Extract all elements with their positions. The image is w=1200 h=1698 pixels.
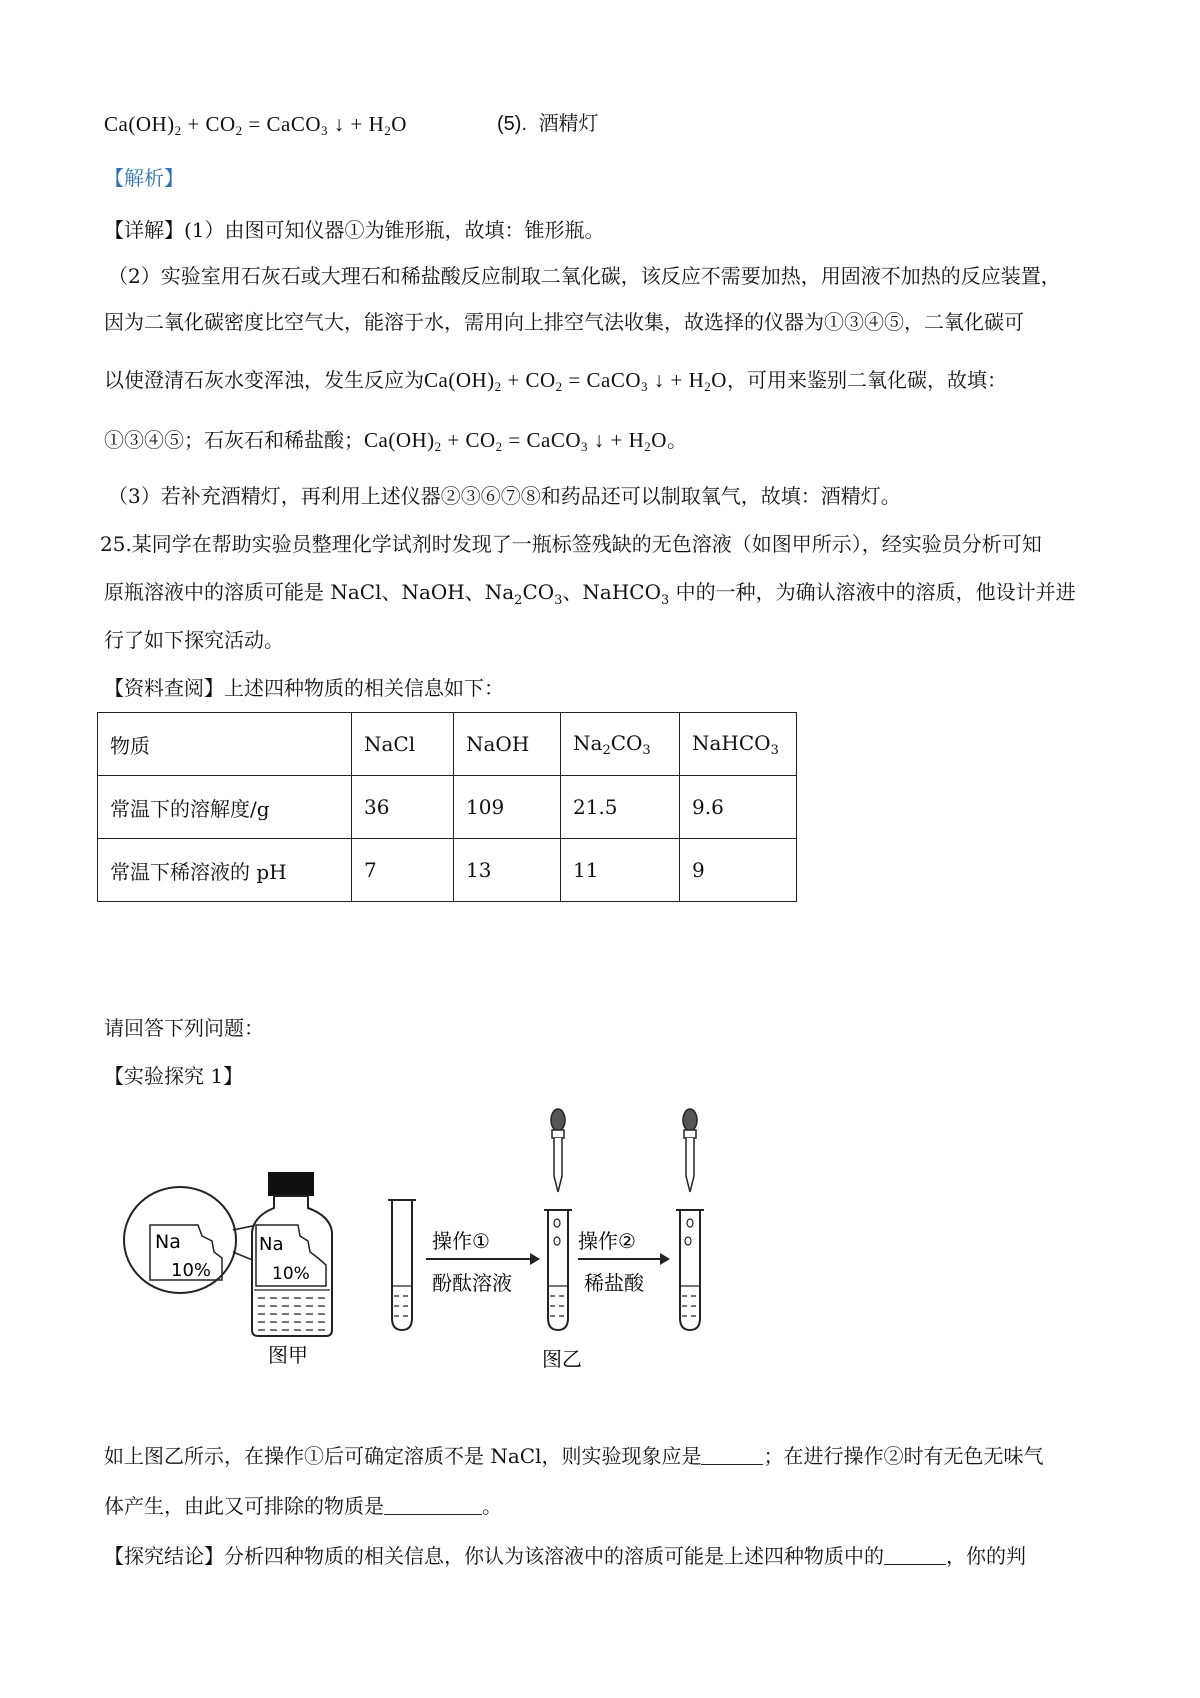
answer-5-text: 酒精灯 — [538, 113, 599, 135]
formula-part: Ca(OH) — [104, 112, 175, 136]
formula-sub: 2 — [644, 439, 652, 454]
bottle-na-text: Na — [259, 1234, 284, 1255]
table-cell: 常温下的溶解度/g — [98, 776, 352, 839]
table-cell: 13 — [454, 839, 561, 902]
formula-part: ↓ + H — [648, 368, 705, 392]
detail-line-4 — [104, 366, 1007, 401]
formula-sub: 2 — [555, 379, 563, 394]
formula-sub: 2 — [235, 123, 243, 138]
operation-2-reagent: 稀盐酸 — [584, 1271, 644, 1295]
formula-sub: 2 — [174, 123, 182, 138]
formula-part: + CO — [181, 112, 236, 136]
question-line-1 — [104, 1442, 1043, 1470]
formula-part: = CaCO — [562, 368, 642, 392]
q25-line-1: 25.某同学在帮助实验员整理化学试剂时发现了一瓶标签残缺的无色溶液（如图甲所示），经实验员分析可知 — [100, 532, 1042, 556]
table-row — [98, 839, 797, 902]
formula-part: ↓ + H — [328, 112, 385, 136]
table-header-row — [98, 713, 797, 776]
table-cell: 常温下稀溶液的 pH — [98, 839, 352, 902]
detail-line-3: 因为二氧化碳密度比空气大，能溶于水，需用向上排空气法收集，故选择的仪器为①③④⑤，二氧化碳可 — [104, 310, 1024, 334]
q25-sub: 3 — [661, 593, 670, 608]
operation-2-label: 操作② — [578, 1229, 636, 1253]
formula-part: O — [711, 368, 727, 392]
answer-5 — [497, 110, 599, 138]
operation-1-reagent: 酚酞溶液 — [432, 1271, 512, 1295]
detail-text: 以使澄清石灰水变浑浊，发生反应为 — [104, 368, 424, 392]
detail-line-5 — [104, 426, 687, 461]
operation-1-label: 操作① — [432, 1229, 490, 1253]
test-tube-3 — [676, 1210, 704, 1330]
formula-part: + CO — [501, 368, 556, 392]
table-header-cell: NaOH — [454, 713, 561, 776]
inline-formula — [364, 428, 667, 452]
formula-part: ↓ + H — [588, 428, 645, 452]
table-cell: 21.5 — [561, 776, 680, 839]
detail-line-1: 【详解】(1）由图可知仪器①为锥形瓶，故填：锥形瓶。 — [104, 218, 605, 242]
detail-text: ，可用来鉴别二氧化碳，故填： — [726, 368, 1007, 392]
detail-text: ①③④⑤；石灰石和稀盐酸； — [104, 428, 364, 452]
question-text: 【探究结论】分析四种物质的相关信息，你认为该溶液中的溶质可能是上述四种物质中的 — [104, 1544, 884, 1568]
answer-blank-3[interactable] — [884, 1546, 946, 1565]
formula-part: O — [651, 428, 667, 452]
formula-sub: 3 — [321, 123, 329, 138]
question-text: 如上图乙所示，在操作①后可确定溶质不是 NaCl，则实验现象应是 — [104, 1444, 702, 1468]
table-cell: 7 — [352, 839, 454, 902]
answer-formula — [104, 110, 407, 145]
formula-sub: 2 — [494, 379, 502, 394]
magnified-percent-text: 10% — [171, 1260, 212, 1281]
question-text: 。 — [482, 1494, 502, 1518]
test-tube-1 — [388, 1200, 416, 1330]
q25-text: CO — [522, 580, 555, 604]
caption-yi: 图乙 — [542, 1347, 582, 1370]
formula-sub: 2 — [434, 439, 442, 454]
label-magnifier — [124, 1187, 262, 1293]
q25-line-2 — [104, 578, 1076, 615]
formula-sub: 2 — [704, 379, 712, 394]
question-text: 体产生，由此又可排除的物质是 — [104, 1494, 384, 1518]
analysis-label: 【解析】 — [104, 166, 184, 190]
table-cell: 11 — [561, 839, 680, 902]
table-cell: 9 — [680, 839, 797, 902]
table-header-cell: 物质 — [98, 713, 352, 776]
formula-part: = CaCO — [502, 428, 582, 452]
formula-part: + CO — [441, 428, 496, 452]
detail-line-6: （3）若补充酒精灯，再利用上述仪器②③⑥⑦⑧和药品还可以制取氧气，故填：酒精灯。 — [108, 484, 901, 508]
table-cell: 36 — [352, 776, 454, 839]
please-answer: 请回答下列问题： — [104, 1016, 264, 1040]
answer-blank-2[interactable] — [384, 1496, 482, 1515]
caption-jia: 图甲 — [268, 1343, 308, 1367]
magnified-na-text: Na — [155, 1231, 181, 1253]
q25-line-3: 行了如下探究活动。 — [104, 628, 284, 652]
dropper-2 — [683, 1109, 697, 1192]
reference-label: 【资料查阅】上述四种物质的相关信息如下： — [104, 676, 504, 700]
table-cell: 9.6 — [680, 776, 797, 839]
formula-part: O — [391, 112, 407, 136]
formula-part: = CaCO — [242, 112, 322, 136]
table-header-cell: $Na_2CO_3$ — [561, 713, 680, 776]
question-line-3 — [104, 1542, 1026, 1570]
q25-sub: 3 — [554, 593, 563, 608]
formula-sub: 3 — [641, 379, 649, 394]
question-line-2 — [104, 1492, 502, 1520]
detail-line-2: （2）实验室用石灰石或大理石和稀盐酸反应制取二氧化碳，该反应不需要加热，用固液不加热的反应装置， — [108, 264, 1061, 288]
detail-text: 。 — [666, 428, 687, 452]
question-text: ，你的判 — [946, 1544, 1026, 1568]
formula-sub: 3 — [581, 439, 589, 454]
experiment-1-label: 【实验探究 1】 — [104, 1064, 244, 1088]
dropper-1 — [551, 1109, 565, 1192]
test-tube-2 — [544, 1210, 572, 1330]
table-header-cell: NaCl — [352, 713, 454, 776]
q25-text: 、NaHCO — [562, 580, 662, 604]
bottle-percent-text: 10% — [272, 1264, 310, 1284]
formula-sub: 2 — [384, 123, 392, 138]
inline-formula — [424, 368, 727, 392]
answer-blank-1[interactable] — [701, 1446, 763, 1465]
table-header-cell: NaHCO$_3$ — [680, 713, 797, 776]
reagent-bottle — [252, 1172, 332, 1336]
answer-5-number: (5). — [497, 113, 527, 135]
q25-sub: 2 — [514, 593, 523, 608]
question-text: ；在进行操作②时有无色无味气 — [763, 1444, 1044, 1468]
table-cell: 109 — [454, 776, 561, 839]
properties-table — [97, 712, 797, 902]
formula-part: Ca(OH) — [424, 368, 495, 392]
formula-sub: 2 — [495, 439, 503, 454]
table-row — [98, 776, 797, 839]
formula-part: Ca(OH) — [364, 428, 435, 452]
q25-text: 原瓶溶液中的溶质可能是 NaCl、NaOH、Na — [104, 580, 515, 604]
experiment-figure — [0, 1100, 1200, 1370]
q25-text: 中的一种，为确认溶液中的溶质，他设计并进 — [669, 580, 1076, 604]
